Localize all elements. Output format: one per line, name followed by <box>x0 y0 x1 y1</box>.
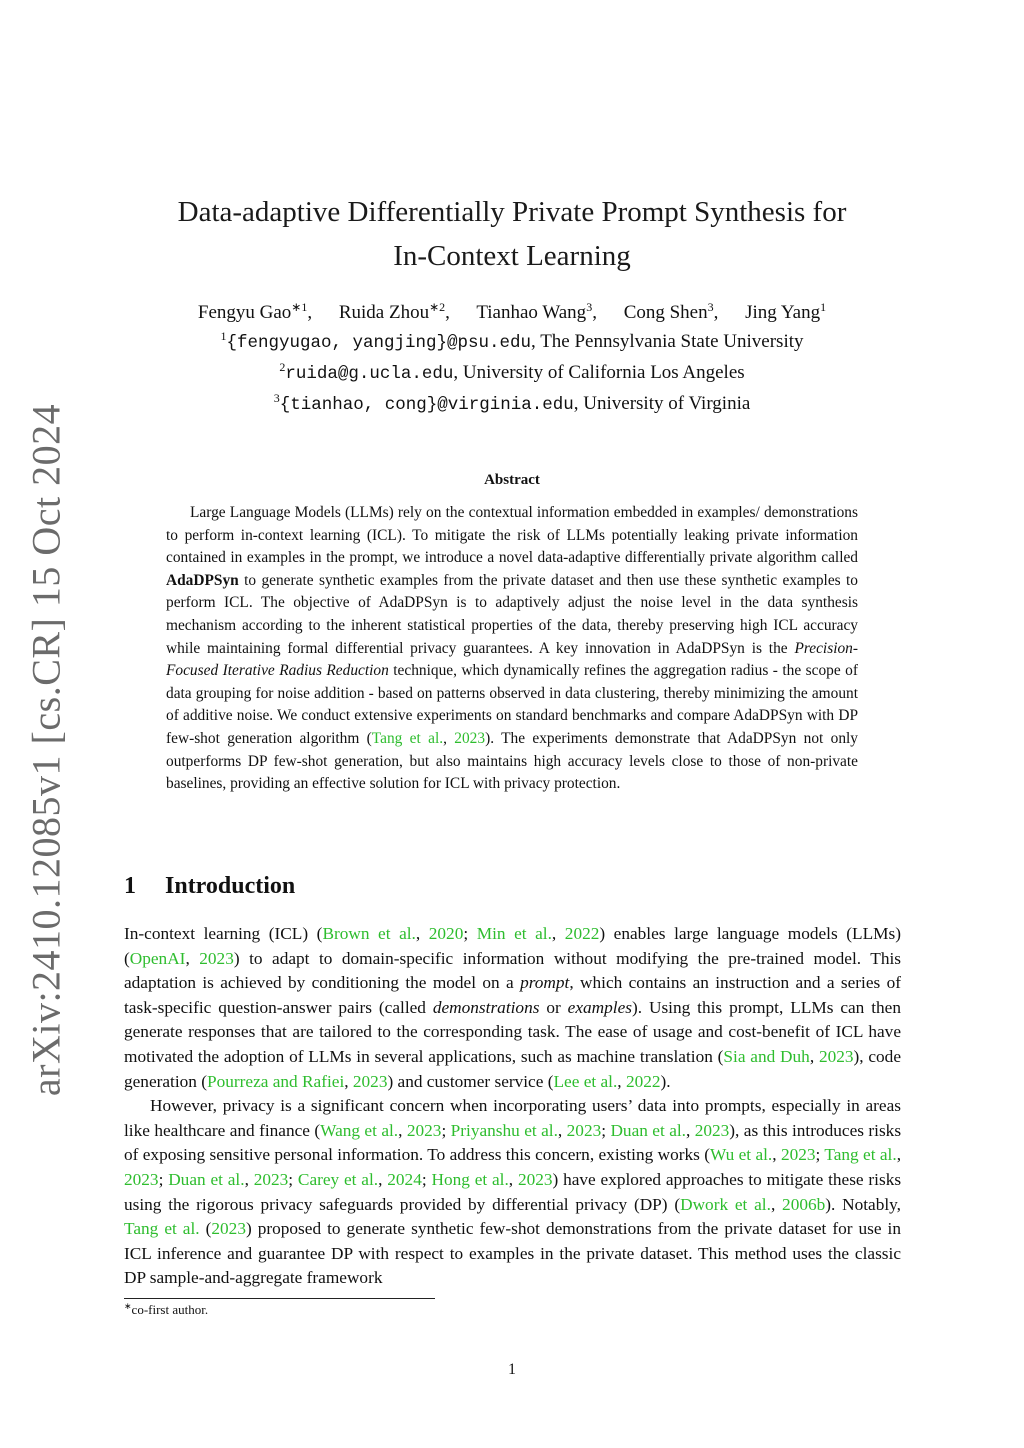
introduction-body <box>124 922 901 1291</box>
section-title: Introduction <box>165 873 296 899</box>
paragraph: In-context learning (ICL) (Brown et al., 2020; Min et al., 2022) enables large language models (LLMs) (OpenAI, 2023) to adapt to domain-specific information without modifying the pre-trained model. This adaptation is achieved by conditioning the model on a prompt, which contains an instruction and a series of task-specific question-answer pairs (called demonstrations or examples). Using this prompt, LLMs can then generate responses that are tailored to the corresponding task. The ease of usage and cost-benefit of ICL have motivated the adoption of LLMs in several applications, such as machine translation (Sia and Duh, 2023), code generation (Pourreza and Rafiei, 2023) and customer service (Lee et al., 2022). <box>124 924 901 1091</box>
affiliation-line: $^2$ruida@g.ucla.edu, University of California Los Angeles <box>279 360 745 384</box>
citation-link[interactable]: Duan et al. <box>168 1169 245 1189</box>
citation-link[interactable]: Priyanshu et al. <box>450 1120 558 1140</box>
citation-link[interactable]: Dwork et al. <box>680 1194 771 1214</box>
email-address[interactable]: {tianhao, cong}@virginia.edu <box>279 395 574 415</box>
footnote-divider <box>124 1298 435 1299</box>
author-name: Ruida Zhou <box>338 302 430 323</box>
title-line-2: In-Context Learning <box>393 240 631 272</box>
citation-link[interactable]: Pourreza and Rafiei <box>207 1071 345 1091</box>
citation-year-link[interactable]: 2023 <box>818 1046 854 1066</box>
affiliation-line: $^1${fengyugao, yangjing}@psu.edu, The Pennsylvania State University <box>220 329 804 353</box>
citation-link[interactable]: OpenAI <box>129 948 186 968</box>
citation-link[interactable]: Duan et al. <box>610 1120 686 1140</box>
abstract-text: Large Language Models (LLMs) rely on the contextual information embedded in examples/ demonstrations to perform in-context learning (ICL). To mitigate the risk of LLMs potentially leaking private information contained in examples in the prompt, we introduce a novel data-adaptive differentially private algorithm called AdaDPSyn to generate synthetic examples from the private dataset and then use these synthetic examples to perform ICL. The objective of AdaDPSyn is to adaptively adjust the noise level in the data synthesis mechanism according to the inherent statistical properties of the data, thereby preserving high ICL accuracy while maintaining formal differential privacy guarantees. A key innovation in AdaDPSyn is the Precision-Focused Iterative Radius Reduction technique, which dynamically refines the aggregation radius - the scope of data grouping for noise addition - based on patterns observed in data clustering, thereby minimizing the amount of additive noise. We conduct extensive experiments on standard benchmarks and compare AdaDPSyn with DP few-shot generation algorithm (Tang et al., 2023). The experiments demonstrate that AdaDPSyn not only outperforms DP few-shot generation, but also maintains high accuracy levels close to those of non-private baselines, providing an effective solution for ICL with privacy protection. <box>166 504 858 793</box>
citation-year-link[interactable]: 2023 <box>694 1120 730 1140</box>
citation-link[interactable]: Hong et al. <box>431 1169 509 1189</box>
author-block <box>124 298 900 420</box>
citation-link[interactable]: Carey et al. <box>297 1169 379 1189</box>
technique-name: Precision-Focused Iterative Radius Reduction <box>166 639 858 680</box>
title-line-1: Data-adaptive Differentially Private Prompt Synthesis for <box>177 196 847 228</box>
footnote <box>124 1302 208 1318</box>
author-affiliation-mark: 1 <box>820 300 827 314</box>
author-affiliation-mark: ∗2 <box>429 300 446 314</box>
citation-year-link[interactable]: 2023 <box>406 1120 442 1140</box>
citation-year-link[interactable]: 2020 <box>428 924 464 943</box>
citation-year-link[interactable]: 2023 <box>124 1169 159 1189</box>
citation-year-link[interactable]: 2022 <box>625 1071 661 1091</box>
footnote-text: co-first author. <box>131 1302 209 1317</box>
author-name: Jing Yang <box>745 302 821 323</box>
institution: , University of California Los Angeles <box>453 362 745 383</box>
institution: , The Pennsylvania State University <box>531 331 804 352</box>
citation-link[interactable]: Sia and Duh <box>723 1046 810 1066</box>
email-address[interactable]: ruida@g.ucla.edu <box>285 364 454 384</box>
citation-link[interactable]: Lee et al. <box>553 1071 618 1091</box>
citation-year-link[interactable]: 2022 <box>564 924 600 943</box>
citation-link[interactable]: Tang et al. <box>371 729 444 747</box>
arxiv-identifier-stamp: arXiv:2410.12085v1 [cs.CR] 15 Oct 2024 <box>23 403 69 1097</box>
author-name: Cong Shen <box>623 302 708 323</box>
citation-year-link[interactable]: 2024 <box>387 1169 422 1189</box>
email-address[interactable]: {fengyugao, yangjing}@psu.edu <box>226 333 532 353</box>
citation-year-link[interactable]: 2023 <box>566 1120 602 1140</box>
citation-year-link[interactable]: 2023 <box>517 1169 553 1189</box>
affiliation-line: $^3${tianhao, cong}@virginia.edu, University of Virginia <box>273 391 751 415</box>
citation-link[interactable]: Wu et al. <box>709 1145 773 1165</box>
author-affiliation-mark: 3 <box>707 300 714 314</box>
paper-title <box>124 190 900 278</box>
citation-link[interactable]: Tang et al. <box>824 1145 897 1165</box>
page-number: 1 <box>508 1361 516 1378</box>
citation-year-link[interactable]: 2023 <box>199 948 234 968</box>
citation-year-link[interactable]: 2023 <box>780 1145 816 1165</box>
author-list: Fengyu Gao$^{∗1}$, Ruida Zhou$^{∗2}$, Tianhao Wang$^3$, Cong Shen$^3$, Jing Yang$^1$ <box>197 300 827 323</box>
abstract-heading: Abstract <box>484 472 540 488</box>
author-affiliation-mark: 3 <box>586 300 593 314</box>
citation-link[interactable]: Brown et al. <box>322 924 416 943</box>
citation-year-link[interactable]: 2023 <box>253 1169 289 1189</box>
method-name: AdaDPSyn <box>166 571 239 589</box>
citation-link[interactable]: Min et al. <box>476 924 552 943</box>
author-affiliation-mark: ∗1 <box>291 300 308 314</box>
section-number: 1 <box>124 873 136 899</box>
footnote-mark: ∗ <box>124 1301 132 1311</box>
author-name: Tianhao Wang <box>476 302 587 323</box>
section-heading <box>124 873 295 900</box>
citation-year-link[interactable]: 2023 <box>211 1219 246 1239</box>
author-name: Fengyu Gao <box>197 302 292 323</box>
citation-link[interactable]: Tang et al. <box>124 1219 200 1239</box>
citation-link[interactable]: Wang et al. <box>320 1120 399 1140</box>
citation-year-link[interactable]: 2023 <box>352 1071 388 1091</box>
institution: , University of Virginia <box>573 393 751 414</box>
paragraph: However, privacy is a significant concern when incorporating users’ data into prompts, especially in areas like healthcare and finance (Wang et al., 2023; Priyanshu et al., 2023; Duan et al., 2023), as this introduces risks of exposing sensitive personal information. To address this concern, existing works (Wu et al., 2023; Tang et al., 2023; Duan et al., 2023; Carey et al., 2024; Hong et al., 2023) have explored approaches to mitigate these risks using the rigorous privacy safeguards provided by differential privacy (DP) (Dwork et al., 2006b). Notably, Tang et al. (2023) proposed to generate synthetic few-shot demonstrations from the private dataset for use in ICL inference and guarantee DP with respect to examples in the private dataset. This method uses the classic DP sample-and-aggregate framework <box>124 1096 902 1288</box>
citation-year-link[interactable]: 2023 <box>454 729 486 747</box>
citation-year-link[interactable]: 2006b <box>782 1194 826 1214</box>
